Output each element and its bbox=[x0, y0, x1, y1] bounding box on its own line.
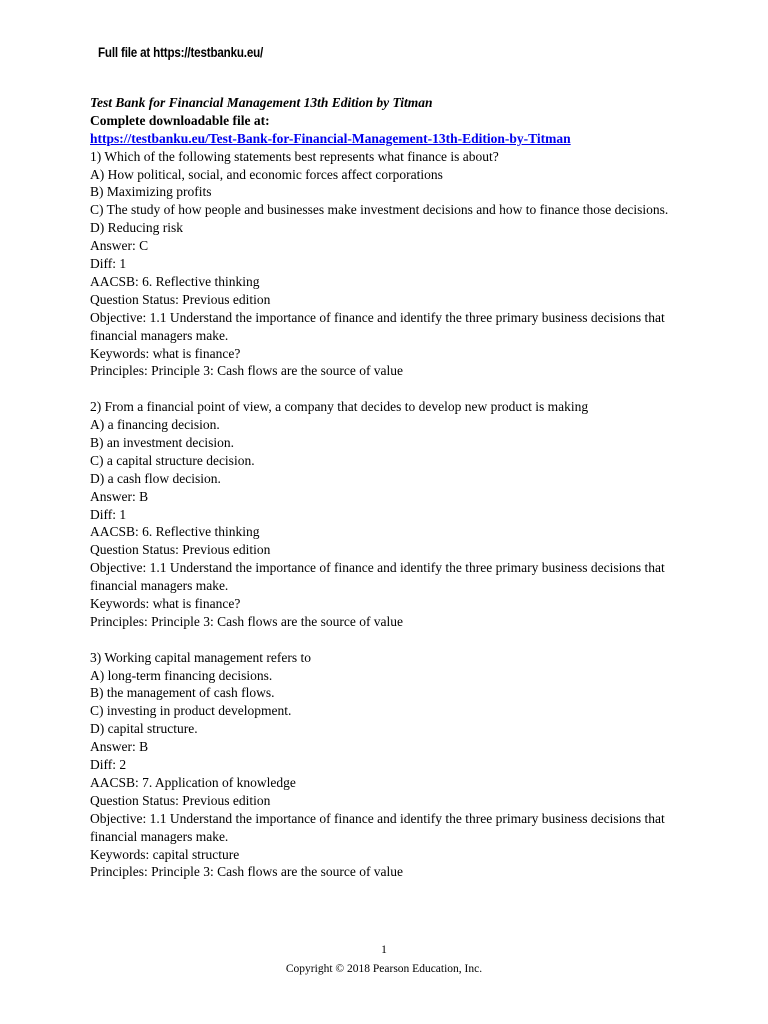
option-a: A) How political, social, and economic forces affect corporations bbox=[90, 166, 443, 182]
aacsb: AACSB: 7. Application of knowledge bbox=[90, 774, 296, 790]
keywords: Keywords: what is finance? bbox=[90, 345, 241, 361]
option-d: D) capital structure. bbox=[90, 721, 198, 737]
document-title: Test Bank for Financial Management 13th Edition by Titman bbox=[90, 95, 433, 110]
keywords: Keywords: capital structure bbox=[90, 846, 240, 862]
question-status: Question Status: Previous edition bbox=[90, 542, 271, 558]
keywords: Keywords: what is finance? bbox=[90, 596, 241, 612]
aacsb: AACSB: 6. Reflective thinking bbox=[90, 524, 260, 540]
option-d: D) Reducing risk bbox=[90, 220, 183, 236]
option-a: A) a financing decision. bbox=[90, 417, 220, 433]
difficulty: Diff: 1 bbox=[90, 506, 127, 522]
option-d: D) a cash flow decision. bbox=[90, 470, 221, 486]
question-text: 3) Working capital management refers to bbox=[90, 649, 311, 665]
question-status: Question Status: Previous edition bbox=[90, 291, 271, 307]
download-link[interactable]: https://testbanku.eu/Test-Bank-for-Financial-Management-13th-Edition-by-Titman bbox=[90, 130, 571, 146]
question-block-2 bbox=[90, 398, 690, 631]
document-body bbox=[90, 94, 690, 899]
option-c: C) a capital structure decision. bbox=[90, 452, 255, 468]
principles: Principles: Principle 3: Cash flows are the source of value bbox=[90, 363, 404, 379]
difficulty: Diff: 2 bbox=[90, 757, 127, 773]
question-text: 1) Which of the following statements best represents what finance is about? bbox=[90, 148, 499, 164]
option-b: B) an investment decision. bbox=[90, 434, 234, 450]
question-block-3 bbox=[90, 649, 690, 882]
option-a: A) long-term financing decisions. bbox=[90, 667, 273, 683]
answer: Answer: B bbox=[90, 739, 149, 755]
download-label: Complete downloadable file at: bbox=[90, 112, 270, 128]
aacsb: AACSB: 6. Reflective thinking bbox=[90, 273, 260, 289]
option-b: B) Maximizing profits bbox=[90, 184, 212, 200]
option-b: B) the management of cash flows. bbox=[90, 685, 275, 701]
copyright-notice: Copyright © 2018 Pearson Education, Inc. bbox=[285, 963, 483, 975]
option-c: C) investing in product development. bbox=[90, 703, 292, 719]
answer: Answer: C bbox=[90, 238, 149, 254]
question-text: 2) From a financial point of view, a company that decides to develop new product is making bbox=[90, 399, 589, 415]
question-block-1 bbox=[90, 148, 690, 381]
difficulty: Diff: 1 bbox=[90, 256, 127, 272]
page-number: 1 bbox=[381, 944, 387, 956]
question-status: Question Status: Previous edition bbox=[90, 792, 271, 808]
answer: Answer: B bbox=[90, 488, 149, 504]
objective: Objective: 1.1 Understand the importance of finance and identify the three primary business decisions that financial managers make. bbox=[90, 560, 665, 594]
principles: Principles: Principle 3: Cash flows are the source of value bbox=[90, 613, 404, 629]
objective: Objective: 1.1 Understand the importance of finance and identify the three primary business decisions that financial managers make. bbox=[90, 309, 665, 343]
principles: Principles: Principle 3: Cash flows are the source of value bbox=[90, 864, 404, 880]
option-c: C) The study of how people and businesses make investment decisions and how to finance those decisions. bbox=[90, 202, 669, 218]
objective: Objective: 1.1 Understand the importance of finance and identify the three primary business decisions that financial managers make. bbox=[90, 810, 665, 844]
header-note: Full file at https://testbanku.eu/ bbox=[98, 45, 264, 60]
